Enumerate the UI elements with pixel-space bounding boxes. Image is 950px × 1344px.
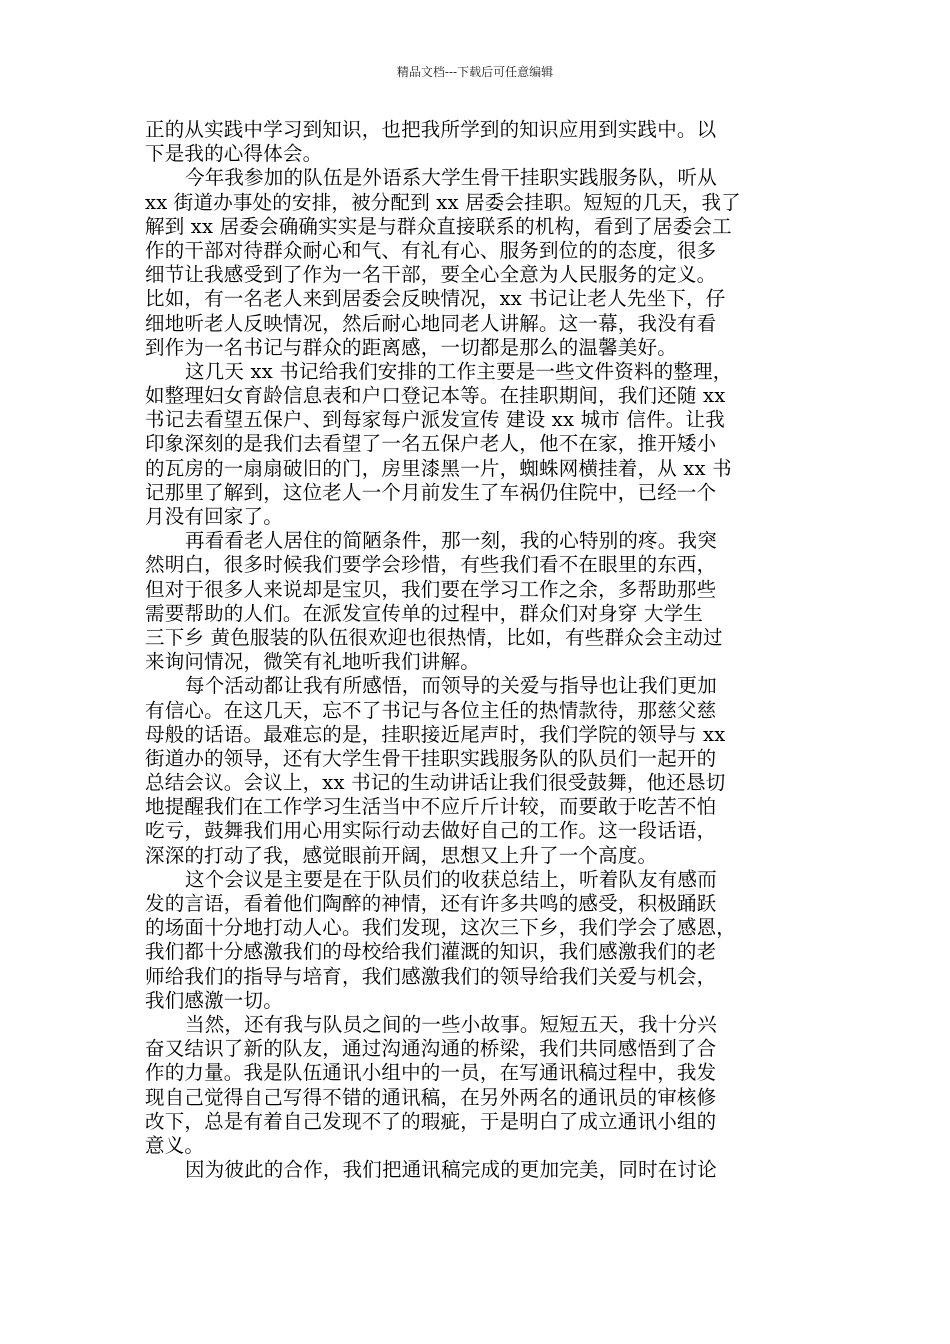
text-line: 作的力量。我是队伍通讯小组中的一员，在写通讯稿过程中，我发 [145,1061,717,1085]
text-line: 这个会议是主要是在于队员们的收获总结上，听着队友有感而 [185,867,717,891]
text-line: 下是我的心得体会。 [145,142,323,166]
text-line: 吃亏，鼓舞我们用心用实际行动去做好自己的工作。这一段话语， [145,819,717,843]
text-line: 到作为一名书记与群众的距离感，一切都是那么的温馨美好。 [145,335,677,359]
text-line: 今年我参加的队伍是外语系大学生骨干挂职实践服务队，听从 [185,166,717,190]
text-line: 改下，总是有着自己发现不了的瑕疵，于是明白了成立通讯小组的 [145,1109,717,1133]
text-line: 三下乡 黄色服装的队伍很欢迎也很热情，比如，有些群众会主动过 [145,625,723,649]
text-line: 但对于很多人来说却是宝贝，我们要在学习工作之余，多帮助那些 [145,577,717,601]
text-line: 当然，还有我与队员之间的一些小故事。短短五天，我十分兴 [185,1012,717,1036]
text-line: 再看看老人居住的简陋条件，那一刻，我的心特别的疼。我突 [185,529,717,553]
text-line: 意义。 [145,1133,205,1157]
text-line: 发的言语，看着他们陶醉的神情，还有许多共鸣的感受，积极踊跃 [145,892,717,915]
text-line: 作的干部对待群众耐心和气、有礼有心、服务到位的的态度，很多 [145,238,717,262]
text-line: 比如，有一名老人来到居委会反映情况，xx 书记让老人先坐下，仔 [145,287,726,311]
text-line: 记那里了解到，这位老人一个月前发生了车祸仍住院中，已经一个 [145,480,717,504]
text-line: 奋又结识了新的队友，通过沟通沟通的桥梁，我们共同感悟到了合 [145,1037,717,1061]
text-line: xx 街道办事处的安排，被分配到 xx 居委会挂职。短短的几天，我了 [145,190,741,214]
text-line: 的瓦房的一扇扇破旧的门，房里漆黑一片，蜘蛛网横挂着，从 xx 书 [145,456,732,480]
text-line: 细地听老人反映情况，然后耐心地同老人讲解。这一幕，我没有看 [145,311,717,335]
text-line: 解到 xx 居委会确确实实是与群众直接联系的机构，看到了居委会工 [145,214,732,238]
text-line: 每个活动都让我有所感悟，而领导的关爱与指导也让我们更加 [185,674,717,698]
text-line: 的场面十分地打动人心。我们发现，这次三下乡，我们学会了感恩， [145,916,737,940]
text-line: 现自己觉得自己写得不错的通讯稿，在另外两名的通讯员的审核修 [145,1085,717,1109]
text-line: 有信心。在这几天，忘不了书记与各位主任的热情款待，那慈父慈 [145,698,717,722]
text-line: 然明白，很多时候我们要学会珍惜，有些我们看不在眼里的东西， [145,553,717,577]
text-line: 书记去看望五保户、到每家每户派发宣传 建设 xx 城市 信件。让我 [145,408,725,432]
text-line: 我们感激一切。 [145,988,283,1012]
text-line: 来询问情况，微笑有礼地听我们讲解。 [145,650,480,674]
text-line: 月没有回家了。 [145,505,283,528]
text-line: 我们都十分感激我们的母校给我们灌溉的知识，我们感激我们的老 [145,940,717,964]
text-line: 细节让我感受到了作为一名干部，要全心全意为人民服务的定义。 [145,263,717,287]
text-line: 这几天 xx 书记给我们安排的工作主要是一些文件资料的整理， [185,359,733,383]
text-line: 母般的话语。最难忘的是，挂职接近尾声时，我们学院的领导与 xx [145,722,726,746]
text-line: 如整理妇女育龄信息表和户口登记本等。在挂职期间，我们还随 xx [145,384,726,408]
text-line: 总结会议。会议上，xx 书记的生动讲话让我们很受鼓舞，他还恳切 [145,771,726,795]
text-line: 印象深刻的是我们去看望了一名五保户老人，他不在家，推开矮小 [145,432,717,456]
text-line: 街道办的领导，还有大学生骨干挂职实践服务队的队员们一起开的 [145,746,717,770]
document-body [145,118,810,1182]
page-header: 精品文档---下载后可任意编辑 [396,65,554,79]
text-line: 深深的打动了我，感觉眼前开阔，思想又上升了一个高度。 [145,843,658,867]
text-line: 正的从实践中学习到知识，也把我所学到的知识应用到实践中。以 [145,118,717,141]
text-line: 地提醒我们在工作学习生活当中不应斤斤计较，而要敢于吃苦不怕 [145,795,717,819]
text-line: 师给我们的指导与培育，我们感激我们的领导给我们关爱与机会， [145,964,717,988]
text-line: 因为彼此的合作，我们把通讯稿完成的更加完美，同时在讨论 [185,1158,717,1182]
text-line: 需要帮助的人们。在派发宣传单的过程中，群众们对身穿 大学生 [145,601,703,625]
